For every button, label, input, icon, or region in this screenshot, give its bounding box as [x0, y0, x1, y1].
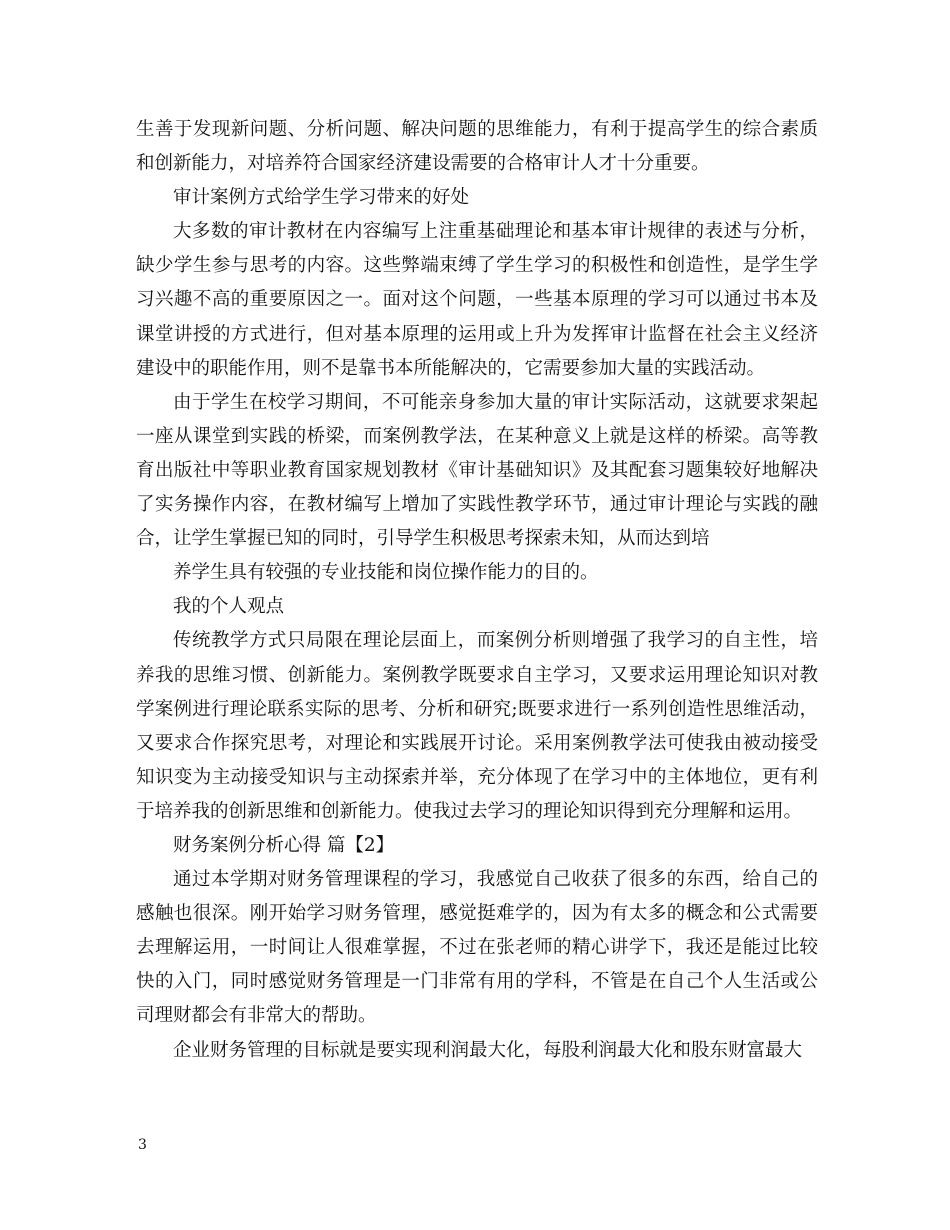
- paragraph: 通过本学期对财务管理课程的学习，我感觉自己收获了很多的东西，给自己的感触也很深。刚开始学习财务管理，感觉挺难学的，因为有太多的概念和公式需要去理解运用，一时间让人很难掌握，不过在张老师的精心讲学下，我还是能过比较快的入门，同时感觉财务管理是一门非常有用的学科，不管是在自己个人生活或公司理财都会有非常大的帮助。: [136, 869, 818, 1027]
- page-number: 3: [138, 1137, 147, 1153]
- paragraph: 养学生具有较强的专业技能和岗位操作能力的目的。: [173, 562, 599, 584]
- body-text: [136, 113, 818, 1068]
- section-heading: 审计案例方式给学生学习带来的好处: [173, 187, 470, 209]
- section-heading: 我的个人观点: [173, 596, 285, 618]
- paragraph: 大多数的审计教材在内容编写上注重基础理论和基本审计规律的表述与分析，缺少学生参与思考的内容。这些弊端束缚了学生学习的积极性和创造性，是学生学习兴趣不高的重要原因之一。面对这个问题，一些基本原理的学习可以通过书本及课堂讲授的方式进行，但对基本原理的运用或上升为发挥审计监督在社会主义经济建设中的职能作用，则不是靠书本所能解决的，它需要参加大量的实践活动。: [136, 221, 818, 379]
- paragraph: 生善于发现新问题、分析问题、解决问题的思维能力，有利于提高学生的综合素质和创新能力，对培养符合国家经济建设需要的合格审计人才十分重要。: [136, 119, 818, 175]
- paragraph: 企业财务管理的目标就是要实现利润最大化，每股利润最大化和股东财富最大: [173, 1039, 803, 1061]
- section-heading: 财务案例分析心得 篇【2】: [173, 834, 395, 856]
- paragraph: 由于学生在校学习期间，不可能亲身参加大量的审计实际活动，这就要求架起一座从课堂到实践的桥梁，而案例教学法，在某种意义上就是这样的桥梁。高等教育出版社中等职业教育国家规划教材《审计基础知识》及其配套习题集较好地解决了实务操作内容，在教材编写上增加了实践性教学环节，通过审计理论与实践的融合，让学生掌握已知的同时，引导学生积极思考探索未知，从而达到培: [136, 391, 818, 550]
- paragraph: 传统教学方式只局限在理论层面上，而案例分析则增强了我学习的自主性，培养我的思维习惯、创新能力。案例教学既要求自主学习，又要求运用理论知识对教学案例进行理论联系实际的思考、分析和研究;既要求进行一系列创造性思维活动，又要求合作探究思考，对理论和实践展开讨论。采用案例教学法可使我由被动接受知识变为主动接受知识与主动探索并举，充分体现了在学习中的主体地位，更有利于培养我的创新思维和创新能力。使我过去学习的理论知识得到充分理解和运用。: [136, 630, 818, 822]
